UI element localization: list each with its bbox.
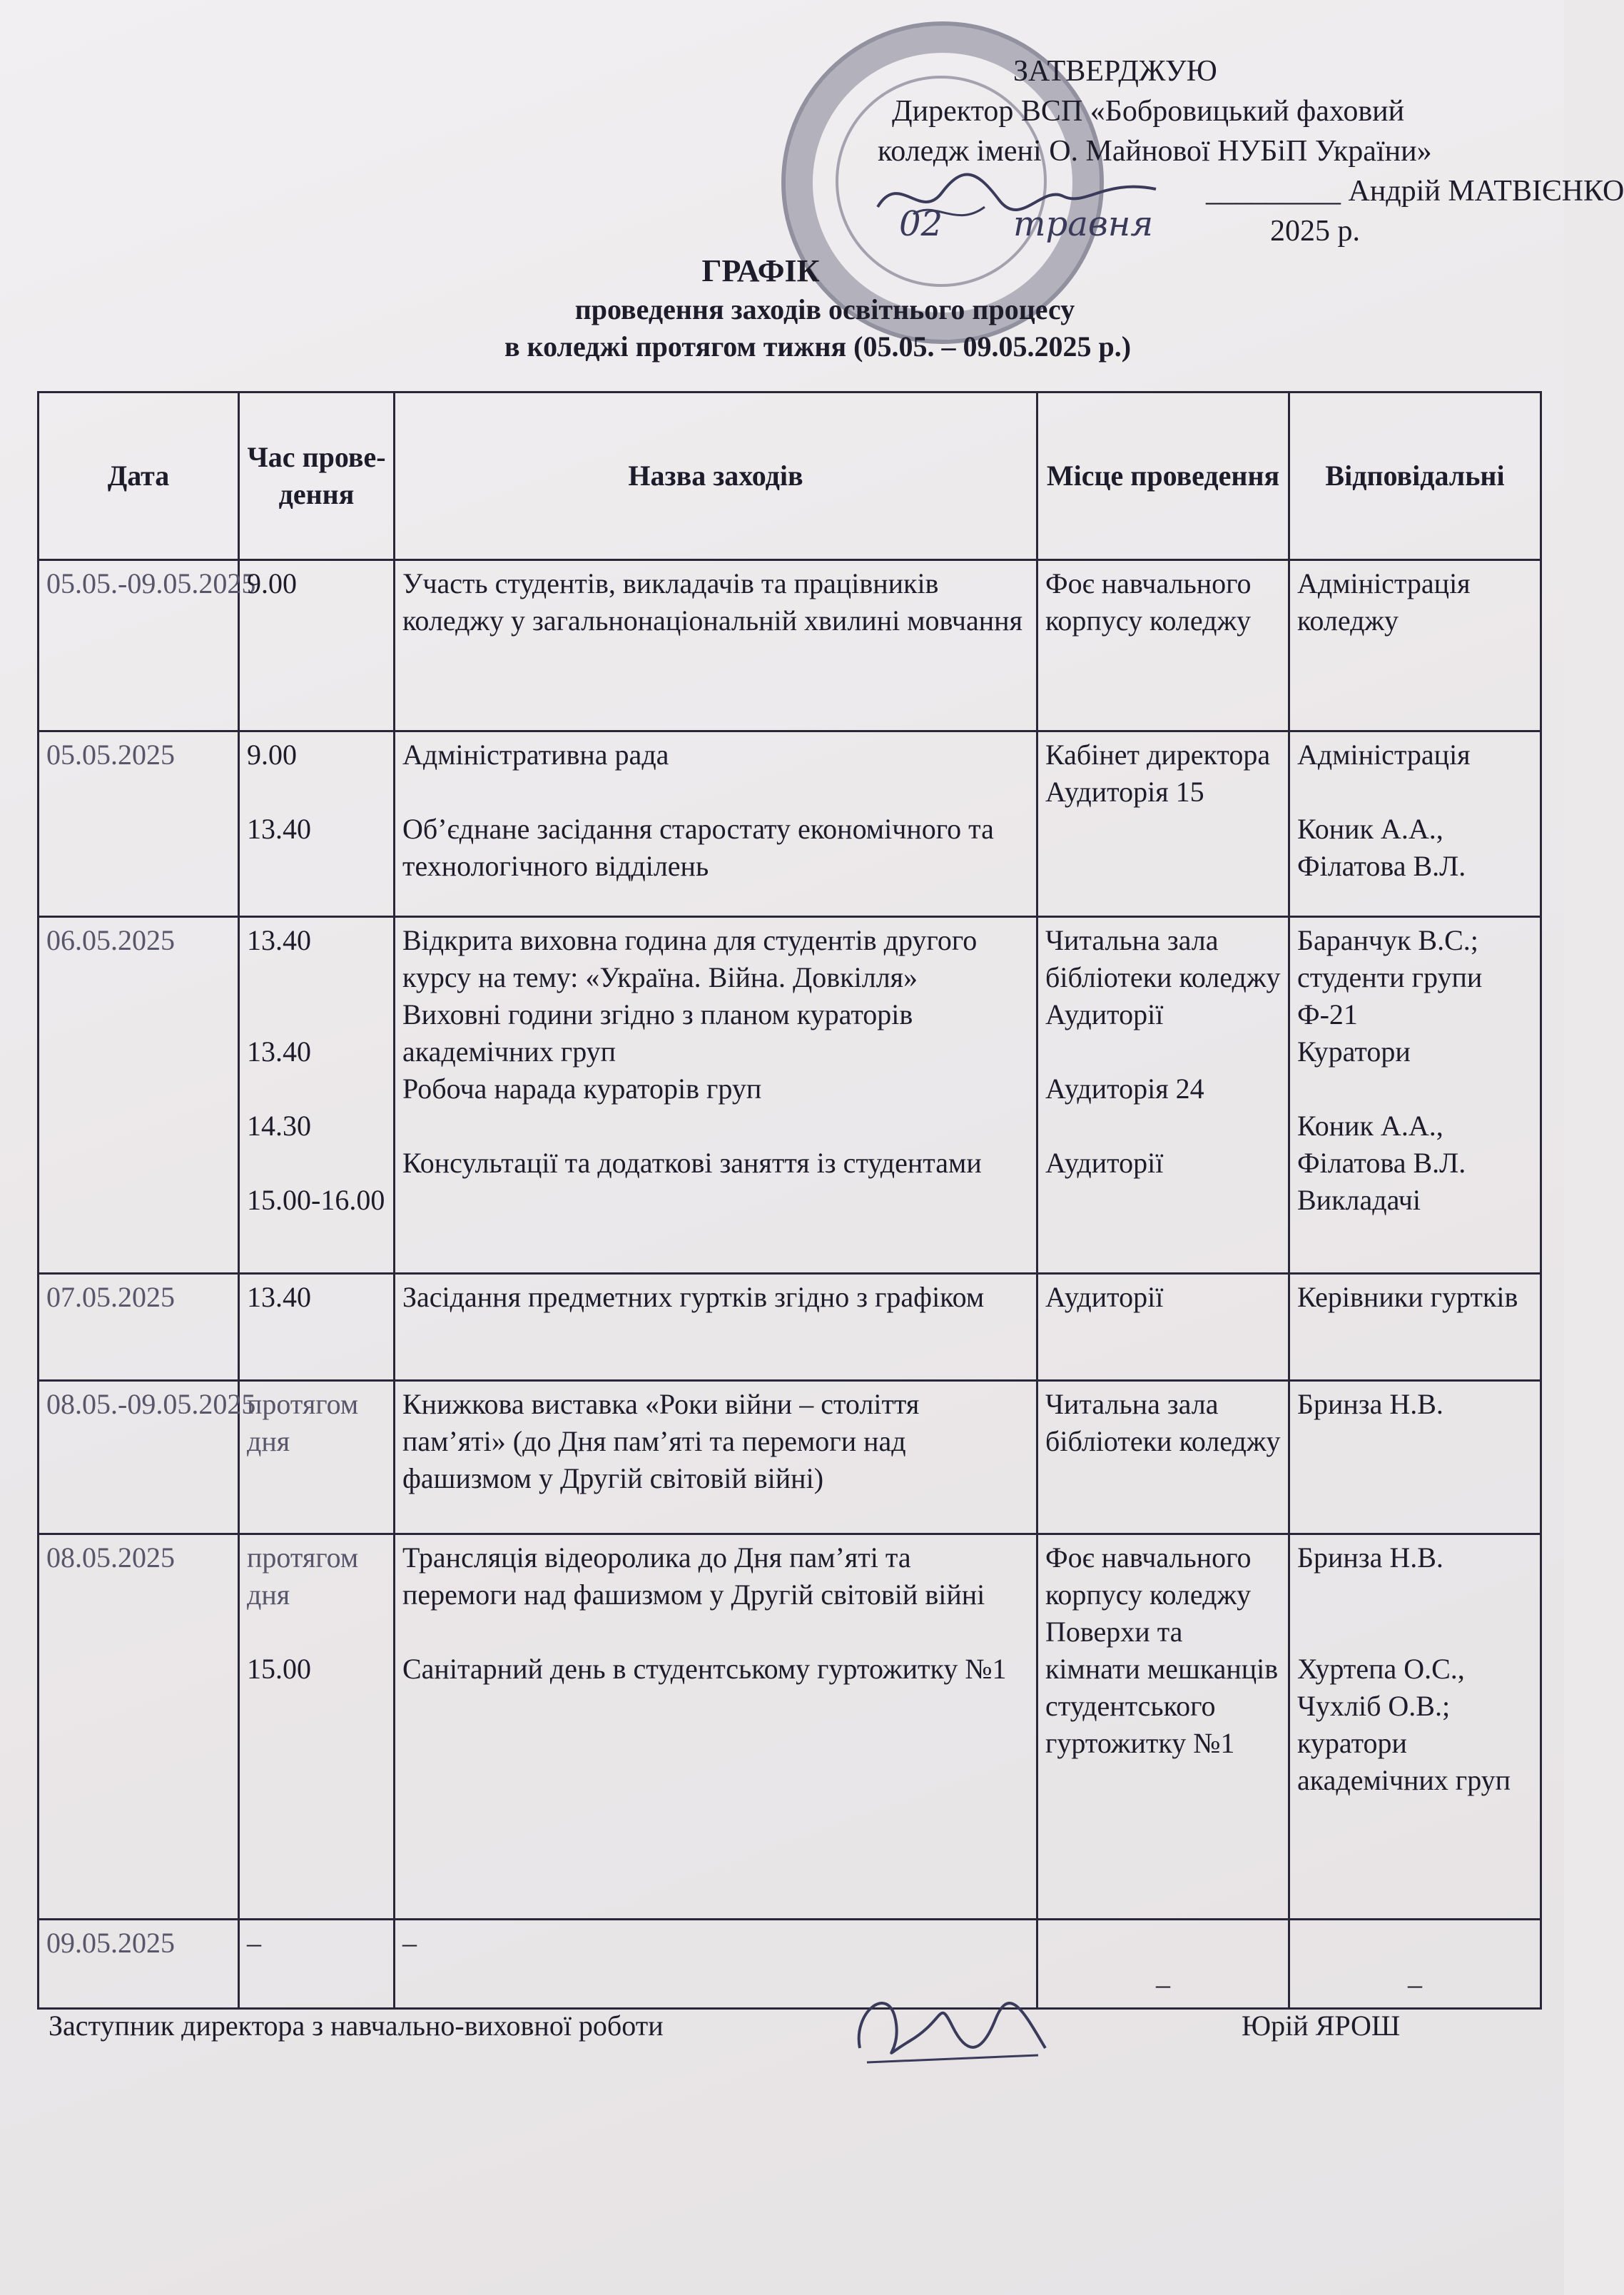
cell-responsible xyxy=(1289,1381,1541,1534)
header-responsible: Відповідальні xyxy=(1289,392,1541,560)
cell-event xyxy=(395,731,1037,917)
approval-director-name: _________ Андрій МАТВІЄНКО xyxy=(1206,175,1624,208)
time-entry: 14.30 xyxy=(247,1110,311,1142)
cell-responsible xyxy=(1289,1534,1541,1920)
place-entry: Аудиторія 24 xyxy=(1045,1073,1204,1105)
event-entry: Робоча нарада кураторів груп xyxy=(402,1073,762,1105)
approval-year: 2025 р. xyxy=(1270,215,1360,248)
cell-place xyxy=(1037,731,1289,917)
table-row xyxy=(39,1534,1541,1920)
cell-time xyxy=(239,917,395,1274)
document-title xyxy=(0,251,1564,365)
time-entry: 9.00 xyxy=(247,567,297,599)
place-entry: Читальна зала бібліотеки коледжу xyxy=(1045,924,1281,993)
cell-date: 06.05.2025 xyxy=(39,917,239,1274)
responsible-entry: Викладачі xyxy=(1297,1184,1421,1216)
cell-date: 05.05.-09.05.2025 xyxy=(39,560,239,731)
responsible-entry: Бринза Н.В. xyxy=(1297,1388,1443,1420)
title-sub2: в коледжі протягом тижня (05.05. – 09.05.2025 р.) xyxy=(504,330,1132,363)
cell-time xyxy=(239,1274,395,1381)
deputy-director-name: Юрій ЯРОШ xyxy=(1242,2010,1401,2042)
table-row xyxy=(39,1920,1541,2009)
cell-event xyxy=(395,1381,1037,1534)
table-row xyxy=(39,1274,1541,1381)
director-name: Андрій МАТВІЄНКО xyxy=(1348,175,1624,208)
cell-responsible xyxy=(1289,1274,1541,1381)
approval-heading: ЗАТВЕРДЖУЮ xyxy=(1013,55,1217,88)
cell-date: 09.05.2025 xyxy=(39,1920,239,2009)
cell-time xyxy=(239,1920,395,2009)
header-date: Дата xyxy=(39,392,239,560)
event-entry: Санітарний день в студентському гуртожитку №1 xyxy=(402,1653,1007,1685)
place-entry: Аудиторія 15 xyxy=(1045,776,1204,808)
responsible-entry: Коник А.А., Філатова В.Л. xyxy=(1297,1110,1466,1179)
header-time: Час прове-дення xyxy=(239,392,395,560)
responsible-entry: Адміністрація коледжу xyxy=(1297,567,1471,637)
cell-event xyxy=(395,560,1037,731)
time-entry: протягом дня xyxy=(247,1541,359,1611)
event-entry: Консультації та додаткові заняття із студентами xyxy=(402,1147,982,1179)
cell-place xyxy=(1037,1534,1289,1920)
responsible-entry: Коник А.А., Філатова В.Л. xyxy=(1297,813,1466,882)
header-place: Місце проведення xyxy=(1037,392,1289,560)
place-entry: Аудиторії xyxy=(1045,1147,1164,1179)
place-entry: Фоє навчального корпусу коледжу xyxy=(1045,567,1252,637)
event-entry: Відкрита виховна година для студентів другого курсу на тему: «Україна. Війна. Довкілля» xyxy=(402,924,978,993)
table-row xyxy=(39,731,1541,917)
responsible-entry: Хуртепа О.С., Чухліб О.В.; куратори академічних груп xyxy=(1297,1653,1511,1796)
responsible-entry: Баранчук В.С.; студенти групи Ф-21 xyxy=(1297,924,1483,1030)
cell-time xyxy=(239,560,395,731)
time-entry: 9.00 xyxy=(247,739,297,771)
time-entry: 13.40 xyxy=(247,1281,311,1313)
cell-time xyxy=(239,1534,395,1920)
header-name: Назва заходів xyxy=(395,392,1037,560)
time-entry: 13.40 xyxy=(247,924,311,956)
responsible-entry: Куратори xyxy=(1297,1035,1411,1068)
cell-responsible xyxy=(1289,917,1541,1274)
time-entry: 15.00-16.00 xyxy=(247,1184,385,1216)
time-entry: – xyxy=(247,1927,261,1959)
time-entry: 13.40 xyxy=(247,813,311,845)
table-header-row xyxy=(39,392,1541,560)
cell-date: 07.05.2025 xyxy=(39,1274,239,1381)
handwritten-month: травня xyxy=(1013,204,1154,244)
title-main: ГРАФІК xyxy=(701,253,820,288)
event-entry: – xyxy=(402,1927,417,1959)
responsible-entry: Бринза Н.В. xyxy=(1297,1541,1443,1574)
table-row xyxy=(39,917,1541,1274)
cell-date: 08.05.2025 xyxy=(39,1534,239,1920)
cell-place xyxy=(1037,1381,1289,1534)
event-entry: Участь студентів, викладачів та працівників коледжу у загальнонаціональній хвилині мовчання xyxy=(402,567,1022,637)
place-entry: Читальна зала бібліотеки коледжу xyxy=(1045,1388,1281,1457)
table-row xyxy=(39,560,1541,731)
event-entry: Адміністративна рада xyxy=(402,739,669,771)
event-entry: Засідання предметних гуртків згідно з графіком xyxy=(402,1281,985,1313)
deputy-signature xyxy=(846,1970,1052,2077)
approval-director-line: Директор ВСП «Бобровицький фаховий xyxy=(892,95,1405,128)
place-entry: Поверхи та кімнати мешканців студентського гуртожитку №1 xyxy=(1045,1616,1279,1759)
place-entry: Фоє навчального корпусу коледжу xyxy=(1045,1541,1252,1611)
place-entry: Кабінет директора xyxy=(1045,739,1271,771)
cell-place xyxy=(1037,1274,1289,1381)
responsible-entry: Керівники гуртків xyxy=(1297,1281,1518,1313)
event-entry: Об’єднане засідання старостату економічного та технологічного відділень xyxy=(402,813,994,882)
place-entry: Аудиторії xyxy=(1045,1281,1164,1313)
deputy-director-role: Заступник директора з навчально-виховної роботи xyxy=(49,2010,664,2042)
event-entry: Трансляція відеоролика до Дня пам’яті та перемоги над фашизмом у Другій світовій війні xyxy=(402,1541,985,1611)
handwritten-day: 02 xyxy=(899,204,943,244)
responsible-entry: – xyxy=(1408,1968,1422,2000)
event-entry: Книжкова виставка «Роки війни – століття пам’яті» (до Дня пам’яті та перемоги над фашизмом у Другій світовій війні) xyxy=(402,1388,920,1494)
cell-responsible xyxy=(1289,560,1541,731)
approval-college-line: коледж імені О. Майнової НУБіП України» xyxy=(878,135,1432,168)
time-entry: 15.00 xyxy=(247,1653,311,1685)
cell-time xyxy=(239,731,395,917)
cell-place xyxy=(1037,560,1289,731)
place-entry: – xyxy=(1156,1968,1170,2000)
cell-event xyxy=(395,917,1037,1274)
cell-event xyxy=(395,1274,1037,1381)
cell-event xyxy=(395,1534,1037,1920)
time-entry: 13.40 xyxy=(247,1035,311,1068)
cell-date: 05.05.2025 xyxy=(39,731,239,917)
cell-place xyxy=(1037,917,1289,1274)
handwritten-date xyxy=(871,193,1242,250)
cell-responsible xyxy=(1289,1920,1541,2009)
time-entry: протягом дня xyxy=(247,1388,359,1457)
responsible-entry: Адміністрація xyxy=(1297,739,1471,771)
cell-time xyxy=(239,1381,395,1534)
cell-date: 08.05.-09.05.2025 xyxy=(39,1381,239,1534)
table-row xyxy=(39,1381,1541,1534)
cell-place xyxy=(1037,1920,1289,2009)
event-entry: Виховні години згідно з планом кураторів академічних груп xyxy=(402,998,913,1068)
schedule-table xyxy=(37,391,1542,2010)
title-sub1: проведення заходів освітнього процесу xyxy=(574,293,1075,325)
place-entry: Аудиторії xyxy=(1045,998,1164,1030)
cell-responsible xyxy=(1289,731,1541,917)
